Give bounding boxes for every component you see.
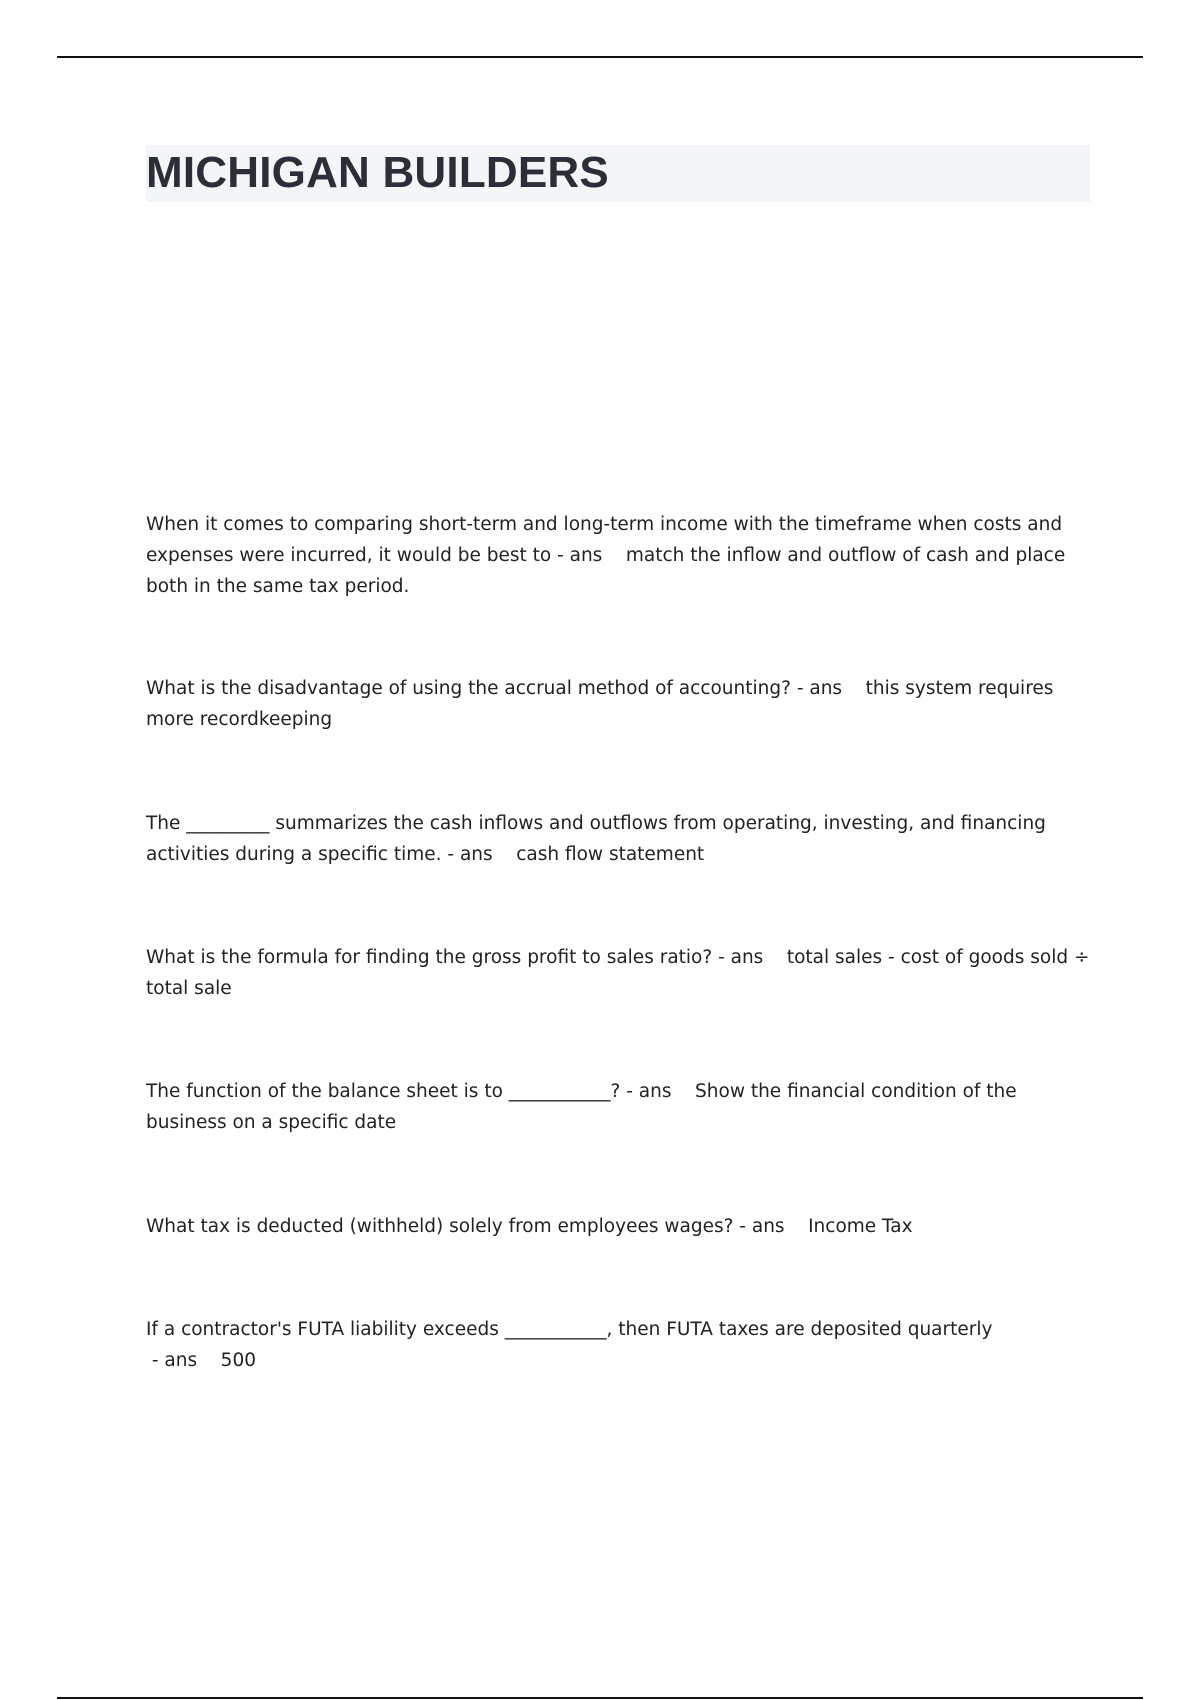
bottom-divider bbox=[57, 1697, 1143, 1699]
question-text: The function of the balance sheet is to ___________? bbox=[146, 1081, 621, 1102]
question-text: The _________ summarizes the cash inflows and outflows from operating, investing, and financing activities during a specific time. bbox=[146, 813, 1046, 865]
question-text: What is the formula for finding the gross profit to sales ratio? bbox=[146, 947, 713, 968]
answer-separator: - ans bbox=[733, 1216, 809, 1237]
question-text: What tax is deducted (withheld) solely from employees wages? bbox=[146, 1216, 734, 1237]
answer-text: total sales - cost of goods sold ÷ total sale bbox=[146, 947, 1090, 999]
answer-text: 500 bbox=[220, 1350, 256, 1371]
answer-text: Show the financial condition of the business on a specific date bbox=[146, 1081, 1017, 1133]
answer-separator: - ans bbox=[146, 1350, 221, 1371]
qa-item bbox=[146, 1076, 1096, 1138]
qa-item bbox=[146, 673, 1096, 735]
question-text: What is the disadvantage of using the accrual method of accounting? bbox=[146, 678, 791, 699]
qa-item bbox=[146, 808, 1096, 870]
answer-separator: - ans bbox=[620, 1081, 696, 1102]
question-text: If a contractor's FUTA liability exceeds ___________, then FUTA taxes are deposited quarterly bbox=[146, 1319, 993, 1340]
answer-text: cash flow statement bbox=[516, 844, 705, 865]
document-title: MICHIGAN BUILDERS bbox=[146, 148, 609, 197]
qa-item bbox=[146, 509, 1096, 602]
answer-separator: - ans bbox=[551, 545, 626, 566]
top-divider bbox=[57, 56, 1143, 58]
answer-text: match the inflow and outflow of cash and place both in the same tax period. bbox=[146, 545, 1066, 597]
answer-separator: - ans bbox=[790, 678, 866, 699]
answer-text: this system requires more recordkeeping bbox=[146, 678, 1054, 730]
answer-text: Income Tax bbox=[808, 1216, 913, 1237]
question-text: When it comes to comparing short-term and long-term income with the timeframe when costs and expenses were incurred, it would be best to bbox=[146, 514, 1063, 566]
answer-separator: - ans bbox=[712, 947, 787, 968]
qa-item bbox=[146, 1211, 1096, 1242]
qa-item bbox=[146, 942, 1096, 1004]
answer-separator: - ans bbox=[441, 844, 517, 865]
qa-item bbox=[146, 1314, 1096, 1376]
